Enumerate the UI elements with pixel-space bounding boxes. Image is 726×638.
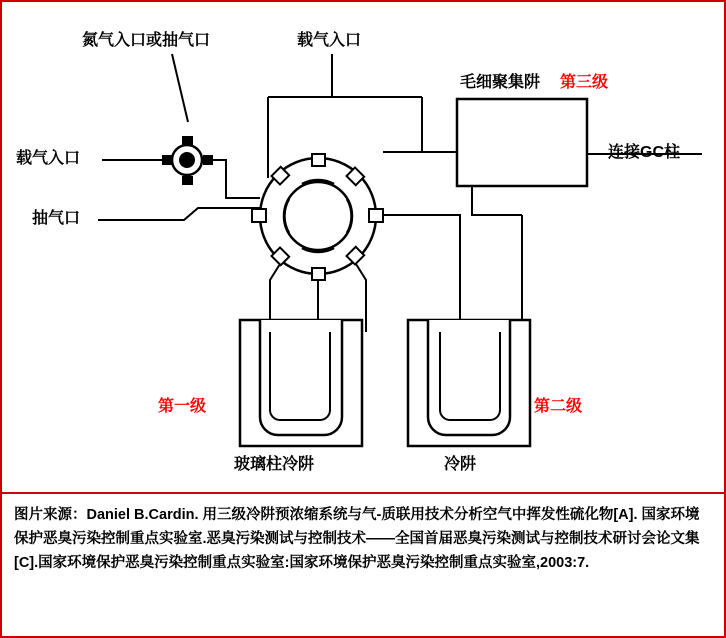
label-stage-three: 第三级 [560,74,609,91]
valve-right-to-stage2-line [383,215,460,332]
label-cold-trap: 冷阱 [444,456,477,473]
pump-to-valve-line [204,160,260,198]
valve-system-schematic [2,2,724,492]
nitrogen-leader-line [172,54,188,122]
label-carrier-gas-top: 载气入口 [297,32,362,49]
label-stage-one: 第一级 [158,398,207,415]
label-stage-two: 第二级 [534,398,583,415]
stage-two-dewar [408,320,530,446]
label-nitrogen-inlet: 氮气入口或抽气口 [82,32,211,49]
label-carrier-gas-left: 载气入口 [16,150,81,167]
multiport-rotary-valve [252,154,383,280]
stage-one-dewar [240,320,362,446]
pump-outlet-line [98,208,264,220]
diagram-area [2,2,724,492]
leader-lines [172,54,332,122]
figure-caption: 图片来源：Daniel B.Cardin. 用三级冷阱预浓缩系统与气-质联用技术分析空气中挥发性硫化物[A]. 国家环境保护恶臭污染控制重点实验室.恶臭污染测试与控制技术——全国首届恶臭污染测试与控制技术研讨会论文集[C].国家环境保护恶臭污染控制重点实验室:国家环境保护恶臭污染控制重点实验室,2003:7. [14,507,700,571]
rotary-pump-valve [162,136,213,185]
label-capillary-trap: 毛细聚集阱 [460,74,541,91]
capillary-trap-box [457,99,587,186]
label-pump-outlet-left: 抽气口 [32,210,81,227]
label-connect-gc: 连接GC柱 [608,144,681,161]
label-glass-cold-trap: 玻璃柱冷阱 [234,456,315,473]
